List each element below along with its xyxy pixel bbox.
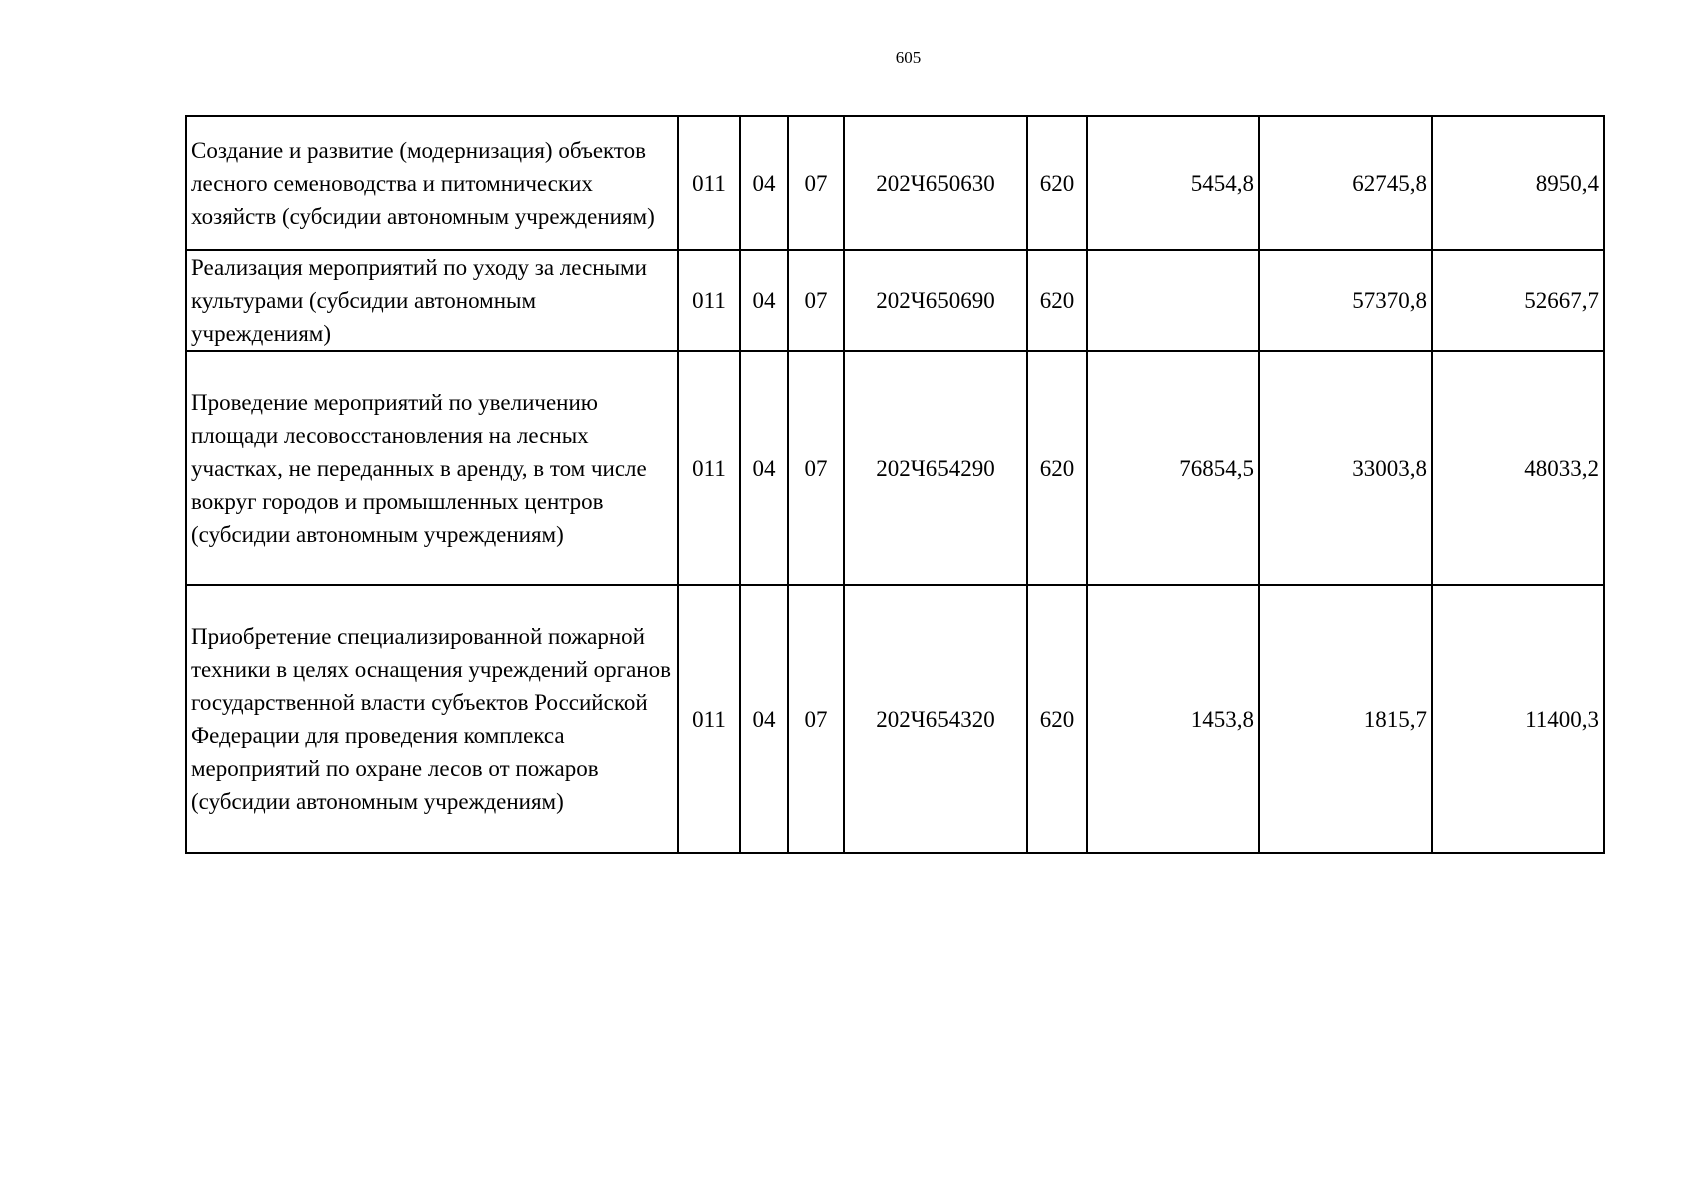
table-row <box>186 585 1604 853</box>
target-article-code: 202Ч654320 <box>844 585 1027 853</box>
table-row <box>186 351 1604 585</box>
section-code: 04 <box>740 250 788 351</box>
page-number: 605 <box>895 48 922 67</box>
amount-cell <box>1087 250 1259 351</box>
amount-cell: 48033,2 <box>1432 351 1604 585</box>
amount-cell: 76854,5 <box>1087 351 1259 585</box>
table-row <box>186 250 1604 351</box>
amount-cell: 62745,8 <box>1259 116 1432 250</box>
subsection-code: 07 <box>788 116 844 250</box>
expense-type-code: 620 <box>1027 351 1087 585</box>
ministry-code: 011 <box>678 585 740 853</box>
subsection-code: 07 <box>788 585 844 853</box>
ministry-code: 011 <box>678 351 740 585</box>
amount-cell: 8950,4 <box>1432 116 1604 250</box>
budget-table <box>185 115 1605 854</box>
row-description: Создание и развитие (модернизация) объектов лесного семеноводства и питомнических хозяйств (субсидии автономным учреждениям) <box>186 116 678 250</box>
row-description: Приобретение специализированной пожарной техники в целях оснащения учреждений органов государственной власти субъектов Российской Федерации для проведения комплекса мероприятий по охране лесов от пожаров (субсидии автономным учреждениям) <box>186 585 678 853</box>
expense-type-code: 620 <box>1027 116 1087 250</box>
row-description: Реализация мероприятий по уходу за лесными культурами (субсидии автономным учреждениям) <box>186 250 678 351</box>
amount-cell: 1453,8 <box>1087 585 1259 853</box>
amount-cell: 33003,8 <box>1259 351 1432 585</box>
amount-cell: 11400,3 <box>1432 585 1604 853</box>
expense-type-code: 620 <box>1027 585 1087 853</box>
ministry-code: 011 <box>678 116 740 250</box>
subsection-code: 07 <box>788 250 844 351</box>
amount-cell: 5454,8 <box>1087 116 1259 250</box>
target-article-code: 202Ч654290 <box>844 351 1027 585</box>
amount-cell: 52667,7 <box>1432 250 1604 351</box>
row-description: Проведение мероприятий по увеличению площади лесовосстановления на лесных участках, не переданных в аренду, в том числе вокруг городов и промышленных центров (субсидии автономным учреждениям) <box>186 351 678 585</box>
ministry-code: 011 <box>678 250 740 351</box>
section-code: 04 <box>740 585 788 853</box>
section-code: 04 <box>740 351 788 585</box>
target-article-code: 202Ч650690 <box>844 250 1027 351</box>
table-row <box>186 116 1604 250</box>
expense-type-code: 620 <box>1027 250 1087 351</box>
target-article-code: 202Ч650630 <box>844 116 1027 250</box>
amount-cell: 57370,8 <box>1259 250 1432 351</box>
amount-cell: 1815,7 <box>1259 585 1432 853</box>
subsection-code: 07 <box>788 351 844 585</box>
section-code: 04 <box>740 116 788 250</box>
